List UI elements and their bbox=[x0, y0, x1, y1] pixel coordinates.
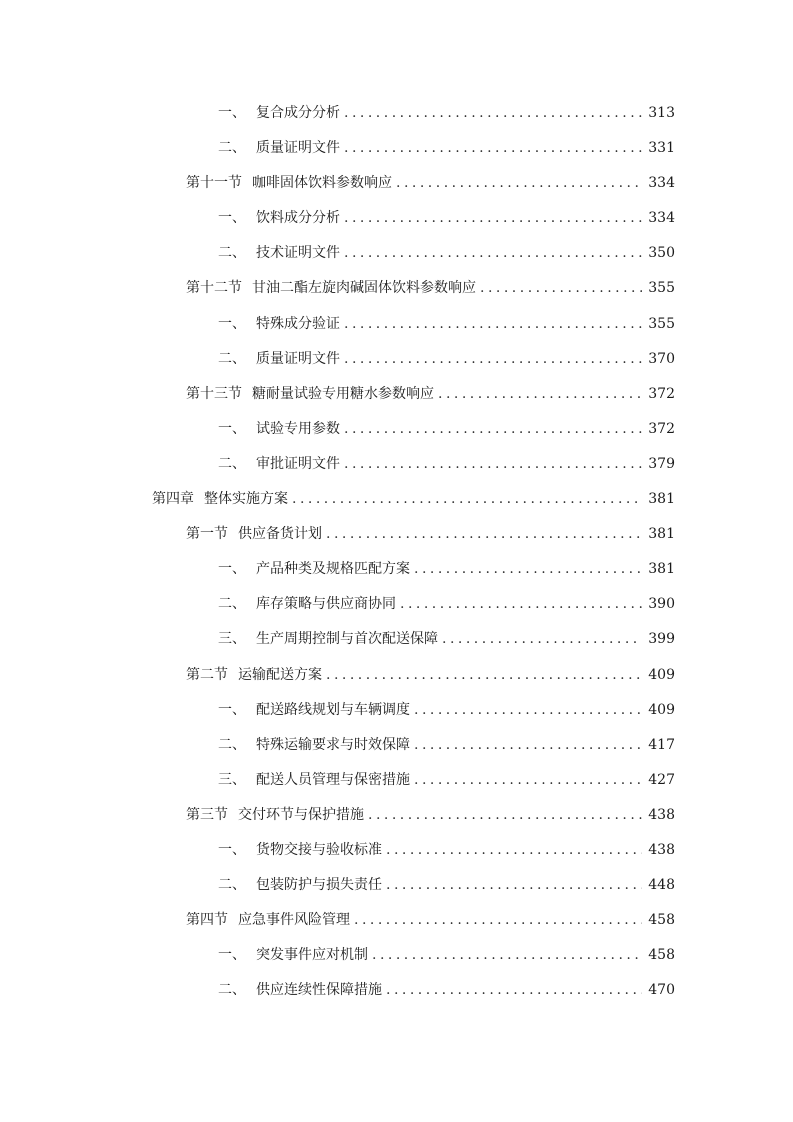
toc-section-entry[interactable] bbox=[0, 658, 793, 693]
toc-entry-title: 突发事件应对机制 bbox=[256, 947, 368, 964]
toc-entry-title: 技术证明文件 bbox=[256, 245, 340, 262]
toc-dot-leader bbox=[400, 587, 642, 622]
toc-subsection-entry[interactable] bbox=[0, 728, 793, 763]
toc-entry-title: 库存策略与供应商协同 bbox=[256, 596, 396, 613]
toc-subsection-entry[interactable] bbox=[0, 201, 793, 236]
toc-entry-title: 甘油二酯左旋肉碱固体饮料参数响应 bbox=[252, 280, 476, 297]
toc-entry-line bbox=[186, 798, 675, 833]
toc-entry-title: 咖啡固体饮料参数响应 bbox=[252, 175, 392, 192]
toc-entry-number: 第一节 bbox=[186, 526, 228, 543]
toc-entry-title: 交付环节与保护措施 bbox=[238, 806, 364, 823]
toc-entry-page-number: 379 bbox=[648, 455, 675, 472]
toc-subsection-entry[interactable] bbox=[0, 131, 793, 166]
toc-dot-leader bbox=[442, 622, 642, 657]
toc-dot-leader bbox=[386, 833, 642, 868]
toc-dot-leader bbox=[344, 131, 642, 166]
toc-entry-title: 运输配送方案 bbox=[238, 666, 322, 683]
toc-entry-number: 一、 bbox=[218, 701, 246, 718]
toc-entry-title: 特殊运输要求与时效保障 bbox=[256, 736, 410, 753]
toc-entry-line bbox=[152, 482, 675, 517]
toc-entry-line bbox=[218, 201, 675, 236]
toc-subsection-entry[interactable] bbox=[0, 868, 793, 903]
toc-dot-leader bbox=[396, 166, 642, 201]
toc-dot-leader bbox=[344, 96, 642, 131]
toc-dot-leader bbox=[480, 271, 642, 306]
toc-entry-title: 质量证明文件 bbox=[256, 140, 340, 157]
toc-entry-number: 二、 bbox=[218, 245, 246, 262]
toc-entry-line bbox=[218, 307, 675, 342]
toc-entry-number: 第十二节 bbox=[186, 280, 242, 297]
toc-dot-leader bbox=[414, 552, 642, 587]
toc-entry-line bbox=[218, 763, 675, 798]
toc-entry-page-number: 438 bbox=[648, 806, 675, 823]
toc-entry-number: 三、 bbox=[218, 771, 246, 788]
toc-entry-page-number: 458 bbox=[648, 912, 675, 929]
toc-chapter-entry[interactable] bbox=[0, 482, 793, 517]
toc-entry-title: 生产周期控制与首次配送保障 bbox=[256, 631, 438, 648]
toc-entry-line bbox=[186, 271, 675, 306]
toc-entry-title: 质量证明文件 bbox=[256, 350, 340, 367]
toc-entry-title: 应急事件风险管理 bbox=[238, 912, 350, 929]
toc-entry-line bbox=[186, 166, 675, 201]
toc-entry-page-number: 458 bbox=[648, 947, 675, 964]
toc-entry-line bbox=[218, 868, 675, 903]
toc-entry-number: 二、 bbox=[218, 596, 246, 613]
toc-dot-leader bbox=[372, 938, 642, 973]
toc-subsection-entry[interactable] bbox=[0, 622, 793, 657]
toc-entry-title: 审批证明文件 bbox=[256, 455, 340, 472]
toc-entry-page-number: 427 bbox=[648, 771, 675, 788]
toc-entry-page-number: 334 bbox=[648, 210, 675, 227]
toc-entry-title: 特殊成分验证 bbox=[256, 315, 340, 332]
toc-subsection-entry[interactable] bbox=[0, 833, 793, 868]
toc-dot-leader bbox=[344, 342, 642, 377]
toc-entry-line bbox=[218, 131, 675, 166]
toc-dot-leader bbox=[414, 693, 642, 728]
toc-entry-line bbox=[218, 973, 675, 1008]
toc-section-entry[interactable] bbox=[0, 377, 793, 412]
toc-entry-page-number: 370 bbox=[648, 350, 675, 367]
toc-entry-page-number: 372 bbox=[648, 385, 675, 402]
toc-entry-number: 第四节 bbox=[186, 912, 228, 929]
toc-entry-title: 产品种类及规格匹配方案 bbox=[256, 561, 410, 578]
toc-subsection-entry[interactable] bbox=[0, 236, 793, 271]
toc-dot-leader bbox=[344, 447, 642, 482]
toc-entry-line bbox=[218, 236, 675, 271]
toc-subsection-entry[interactable] bbox=[0, 412, 793, 447]
toc-dot-leader bbox=[344, 412, 642, 447]
toc-entry-page-number: 381 bbox=[648, 526, 675, 543]
toc-dot-leader bbox=[326, 658, 642, 693]
toc-entry-line bbox=[218, 833, 675, 868]
toc-entry-title: 供应连续性保障措施 bbox=[256, 982, 382, 999]
toc-entry-number: 二、 bbox=[218, 982, 246, 999]
toc-entry-page-number: 417 bbox=[648, 736, 675, 753]
toc-subsection-entry[interactable] bbox=[0, 96, 793, 131]
toc-entry-number: 第三节 bbox=[186, 806, 228, 823]
toc-entry-title: 供应备货计划 bbox=[238, 526, 322, 543]
toc-section-entry[interactable] bbox=[0, 903, 793, 938]
toc-entry-title: 货物交接与验收标准 bbox=[256, 841, 382, 858]
toc-entry-number: 二、 bbox=[218, 455, 246, 472]
toc-entry-title: 配送路线规划与车辆调度 bbox=[256, 701, 410, 718]
toc-entry-page-number: 381 bbox=[648, 561, 675, 578]
toc-subsection-entry[interactable] bbox=[0, 693, 793, 728]
toc-entry-number: 一、 bbox=[218, 947, 246, 964]
toc-entry-page-number: 399 bbox=[648, 631, 675, 648]
toc-entry-title: 包装防护与损失责任 bbox=[256, 877, 382, 894]
toc-dot-leader bbox=[386, 868, 642, 903]
toc-subsection-entry[interactable] bbox=[0, 973, 793, 1008]
toc-entry-page-number: 350 bbox=[648, 245, 675, 262]
toc-dot-leader bbox=[344, 307, 642, 342]
toc-entry-page-number: 409 bbox=[648, 666, 675, 683]
toc-subsection-entry[interactable] bbox=[0, 307, 793, 342]
toc-entry-title: 试验专用参数 bbox=[256, 420, 340, 437]
toc-subsection-entry[interactable] bbox=[0, 552, 793, 587]
toc-entry-number: 一、 bbox=[218, 561, 246, 578]
toc-section-entry[interactable] bbox=[0, 798, 793, 833]
toc-subsection-entry[interactable] bbox=[0, 587, 793, 622]
toc-entry-line bbox=[186, 658, 675, 693]
toc-section-entry[interactable] bbox=[0, 166, 793, 201]
toc-entry-line bbox=[218, 342, 675, 377]
toc-entry-number: 一、 bbox=[218, 841, 246, 858]
toc-dot-leader bbox=[344, 201, 642, 236]
toc-entry-page-number: 334 bbox=[648, 175, 675, 192]
toc-entry-title: 糖耐量试验专用糖水参数响应 bbox=[252, 385, 434, 402]
toc-entry-number: 二、 bbox=[218, 350, 246, 367]
toc-entry-line bbox=[218, 552, 675, 587]
toc-entry-title: 复合成分分析 bbox=[256, 105, 340, 121]
toc-entry-page-number: 470 bbox=[648, 982, 675, 999]
toc-entry-page-number: 438 bbox=[648, 841, 675, 858]
toc-entry-number: 第十三节 bbox=[186, 385, 242, 402]
toc-entry-number: 二、 bbox=[218, 877, 246, 894]
toc-entry-page-number: 448 bbox=[648, 877, 675, 894]
toc-entry-number: 二、 bbox=[218, 140, 246, 157]
toc-entry-number: 一、 bbox=[218, 315, 246, 332]
toc-section-entry[interactable] bbox=[0, 271, 793, 306]
toc-dot-leader bbox=[344, 236, 642, 271]
toc-entry-number: 一、 bbox=[218, 105, 246, 121]
toc-entry-page-number: 409 bbox=[648, 701, 675, 718]
toc-entry-title: 配送人员管理与保密措施 bbox=[256, 771, 410, 788]
toc-entry-number: 三、 bbox=[218, 631, 246, 648]
toc-entry-number: 第四章 bbox=[152, 491, 194, 508]
toc-entry-line bbox=[218, 447, 675, 482]
toc-dot-leader bbox=[354, 903, 642, 938]
toc-entry-line bbox=[218, 938, 675, 973]
toc-entry-page-number: 313 bbox=[648, 105, 675, 121]
toc-subsection-entry[interactable] bbox=[0, 763, 793, 798]
toc-entry-number: 一、 bbox=[218, 210, 246, 227]
toc-entry-line bbox=[218, 693, 675, 728]
toc-entry-line bbox=[218, 412, 675, 447]
toc-dot-leader bbox=[386, 973, 642, 1008]
toc-dot-leader bbox=[292, 482, 642, 517]
toc-dot-leader bbox=[414, 728, 642, 763]
toc-entry-line bbox=[218, 587, 675, 622]
table-of-contents bbox=[0, 96, 793, 1008]
toc-dot-leader bbox=[326, 517, 642, 552]
toc-entry-page-number: 355 bbox=[648, 315, 675, 332]
toc-dot-leader bbox=[438, 377, 642, 412]
toc-section-entry[interactable] bbox=[0, 517, 793, 552]
toc-entry-number: 第二节 bbox=[186, 666, 228, 683]
toc-entry-number: 一、 bbox=[218, 420, 246, 437]
toc-entry-title: 饮料成分分析 bbox=[256, 210, 340, 227]
toc-entry-line bbox=[218, 728, 675, 763]
toc-subsection-entry[interactable] bbox=[0, 938, 793, 973]
toc-subsection-entry[interactable] bbox=[0, 342, 793, 377]
toc-entry-page-number: 331 bbox=[648, 140, 675, 157]
toc-entry-line bbox=[186, 377, 675, 412]
toc-entry-number: 二、 bbox=[218, 736, 246, 753]
toc-dot-leader bbox=[414, 763, 642, 798]
toc-entry-page-number: 390 bbox=[648, 596, 675, 613]
toc-entry-page-number: 355 bbox=[648, 280, 675, 297]
toc-entry-line bbox=[186, 903, 675, 938]
toc-dot-leader bbox=[368, 798, 642, 833]
toc-entry-page-number: 372 bbox=[648, 420, 675, 437]
toc-entry-page-number: 381 bbox=[648, 491, 675, 508]
toc-entry-line bbox=[186, 517, 675, 552]
toc-entry-line bbox=[218, 96, 675, 131]
toc-entry-number: 第十一节 bbox=[186, 175, 242, 192]
toc-entry-title: 整体实施方案 bbox=[204, 491, 288, 508]
toc-subsection-entry[interactable] bbox=[0, 447, 793, 482]
toc-entry-line bbox=[218, 622, 675, 657]
